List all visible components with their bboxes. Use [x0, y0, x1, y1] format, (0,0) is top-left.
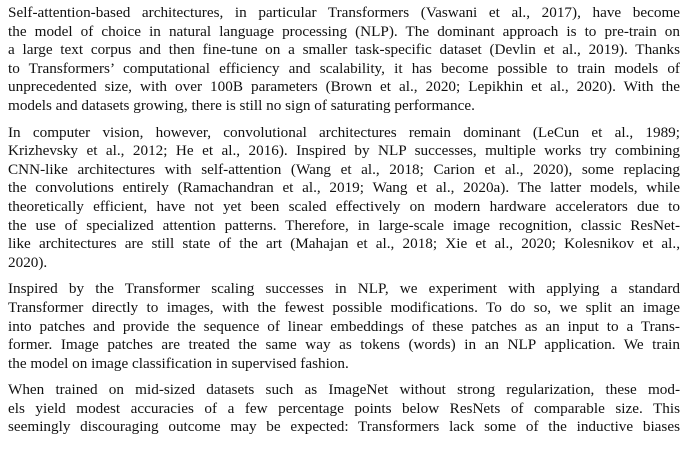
paragraph-experiment [8, 280, 680, 373]
text-line: Krizhevsky et al., 2012; He et al., 2016). Inspired by NLP successes, multiple works try combining [8, 142, 680, 160]
text-line: CNN-like architectures with self-attention (Wang et al., 2018; Carion et al., 2020), some replacing [8, 160, 680, 178]
text-line: the model on image classification in supervised fashion. [8, 354, 349, 372]
text-line: In computer vision, however, convolutional architectures remain dominant (LeCun et al., 1989; [8, 123, 680, 141]
paragraph-imagenet [8, 381, 680, 437]
text-line: unprecedented size, with over 100B parameters (Brown et al., 2020; Lepikhin et al., 2020). With the [8, 78, 680, 96]
text-line: 2020). [8, 253, 48, 271]
paragraph-computer-vision [8, 124, 680, 273]
text-line: into patches and provide the sequence of linear embeddings of these patches as an input to a Trans- [8, 317, 680, 335]
text-line: the convolutions entirely (Ramachandran et al., 2019; Wang et al., 2020a). The latter models, while [8, 179, 680, 197]
text-line: els yield modest accuracies of a few percentage points below ResNets of comparable size. This [8, 399, 680, 417]
text-line: Self-attention-based architectures, in particular Transformers (Vaswani et al., 2017), have become [8, 4, 680, 21]
text-line: like architectures are still state of the art (Mahajan et al., 2018; Xie et al., 2020; Kolesnikov et al., [8, 235, 680, 253]
paper-page [8, 4, 680, 445]
text-line: to Transformers’ computational efficiency and scalability, it has become possible to train models of [8, 59, 680, 77]
text-line: When trained on mid-sized datasets such as ImageNet without strong regularization, these mod- [8, 381, 680, 399]
text-line: Transformer directly to images, with the fewest possible modifications. To do so, we split an image [8, 298, 680, 316]
text-line: Inspired by the Transformer scaling successes in NLP, we experiment with applying a standard [8, 280, 680, 298]
text-line: seemingly discouraging outcome may be expected: Transformers lack some of the inductive biases [8, 418, 680, 436]
text-line: models and datasets growing, there is still no sign of saturating performance. [8, 96, 475, 114]
text-line: the use of specialized attention patterns. Therefore, in large-scale image recognition, classic ResNet- [8, 216, 680, 234]
text-line: the model of choice in natural language processing (NLP). The dominant approach is to pre-train on [8, 22, 680, 40]
text-line: former. Image patches are treated the same way as tokens (words) in an NLP application. We train [8, 336, 680, 354]
text-line: theoretically efficient, have not yet been scaled effectively on modern hardware accelerators due to [8, 197, 680, 215]
text-line: a large text corpus and then fine-tune on a smaller task-specific dataset (Devlin et al., 2019). Thanks [8, 41, 680, 59]
paragraph-transformers-nlp [8, 4, 680, 116]
